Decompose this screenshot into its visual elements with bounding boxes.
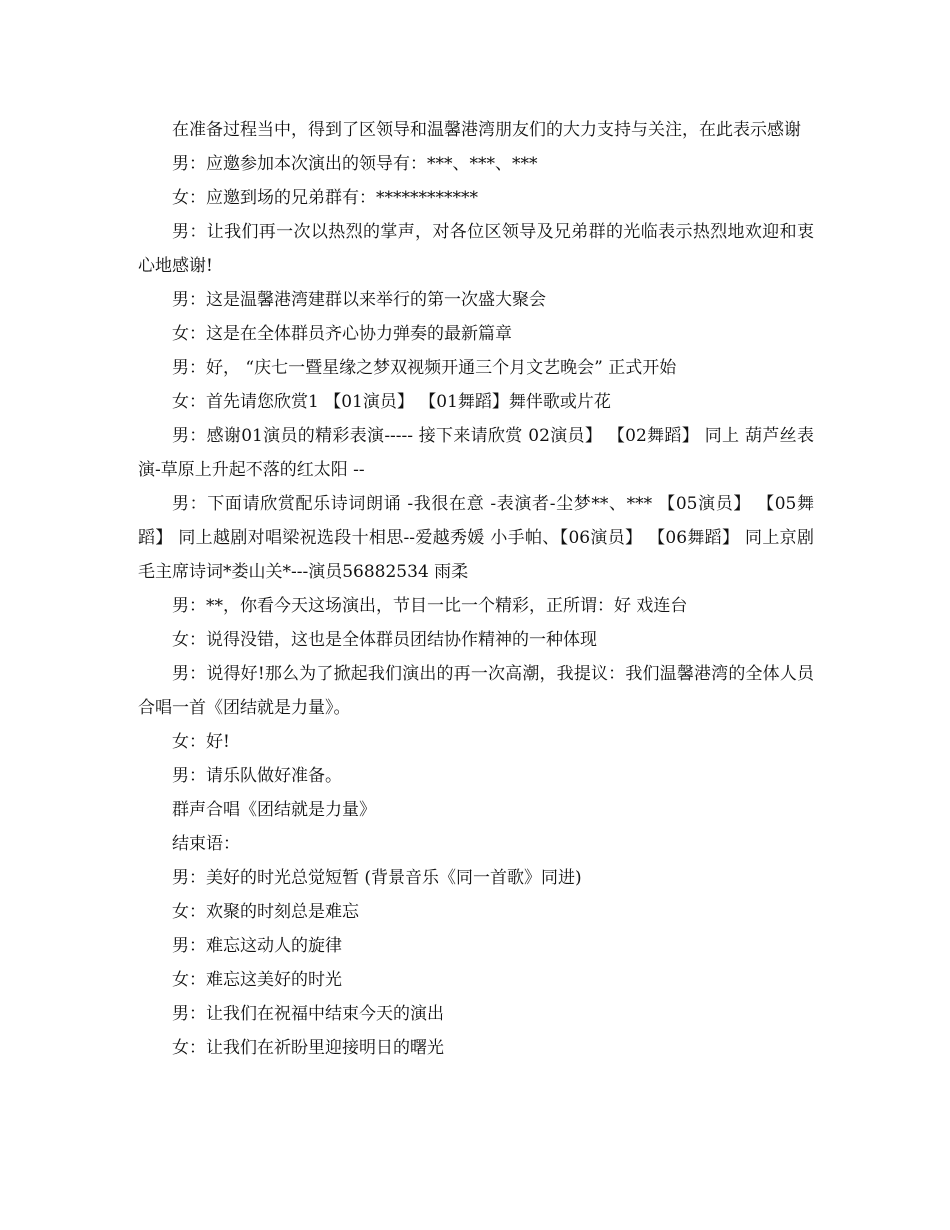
paragraph-chorus-proposal: 男：说得好!那么为了掀起我们演出的再一次高潮，我提议：我们温馨港湾的全体人员合唱一首《团结就是力量》。 [138, 664, 814, 718]
paragraph-wonderful: 男：**，你看今天这场演出，节目一比一个精彩，正所谓：好 戏连台 [172, 596, 688, 616]
paragraph-closing-heading: 结束语： [172, 834, 240, 854]
paragraph-ok: 女：好! [172, 732, 230, 752]
paragraph-program-05-06: 男：下面请欣赏配乐诗词朗诵 -我很在意 -表演者-尘梦**、*** 【05演员】 【05舞蹈】 同上越剧对唱梁祝选段十相思--爱越秀媛 小手帕、【06演员】 【06舞蹈】 同上京剧毛主席诗词*娄山关*---演员56882534 雨柔 [138, 494, 814, 582]
paragraph-program-02: 男：感谢01演员的精彩表演----- 接下来请欣赏 02演员】 【02舞蹈】 同上 葫芦丝表演-草原上升起不落的红太阳 -- [138, 426, 814, 480]
paragraph-closing-3: 男：难忘这动人的旋律 [172, 936, 342, 956]
paragraph-start: 男：好， “庆七一暨星缘之梦双视频开通三个月文艺晚会” 正式开始 [172, 358, 677, 378]
paragraph-brother-groups: 女：应邀到场的兄弟群有：************ [172, 188, 478, 208]
document-page [138, 113, 814, 1065]
paragraph-band-ready: 男：请乐队做好准备。 [172, 766, 342, 786]
paragraph-first-gathering: 男：这是温馨港湾建群以来举行的第一次盛大聚会 [172, 290, 546, 310]
paragraph-closing-1: 男：美好的时光总觉短暂 (背景音乐《同一首歌》同进) [172, 868, 582, 888]
paragraph-leaders: 男：应邀参加本次演出的领导有：***、***、*** [172, 154, 538, 174]
paragraph-applause: 男：让我们再一次以热烈的掌声，对各位区领导及兄弟群的光临表示热烈地欢迎和衷心地感谢! [138, 222, 814, 276]
paragraph-program-01: 女：首先请您欣赏1 【01演员】 【01舞蹈】舞伴歌或片花 [172, 392, 611, 412]
paragraph-closing-5: 男：让我们在祝福中结束今天的演出 [172, 1004, 444, 1024]
paragraph-teamwork: 女：说得没错，这也是全体群员团结协作精神的一种体现 [172, 630, 597, 650]
paragraph-closing-2: 女：欢聚的时刻总是难忘 [172, 902, 359, 922]
paragraph-thanks: 在准备过程当中，得到了区领导和温馨港湾朋友们的大力支持与关注，在此表示感谢 [172, 120, 801, 140]
paragraph-new-chapter: 女：这是在全体群员齐心协力弹奏的最新篇章 [172, 324, 512, 344]
paragraph-chorus: 群声合唱《团结就是力量》 [172, 800, 376, 820]
paragraph-closing-6: 女：让我们在祈盼里迎接明日的曙光 [172, 1038, 444, 1058]
paragraph-closing-4: 女：难忘这美好的时光 [172, 970, 342, 990]
